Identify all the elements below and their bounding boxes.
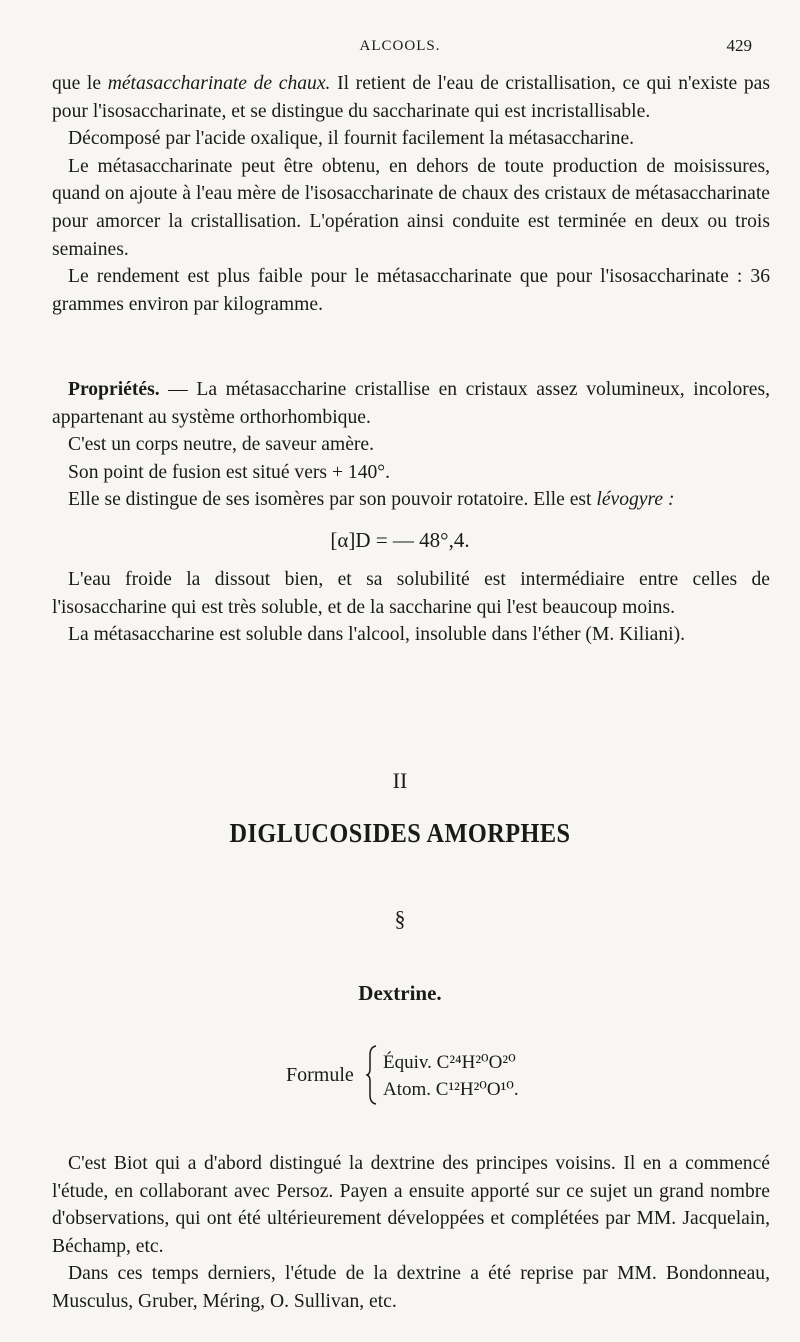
paragraph xyxy=(52,1260,770,1315)
properties-section xyxy=(52,376,770,514)
brace-icon xyxy=(366,1045,378,1105)
paragraph-text: La métasaccharine est soluble dans l'alcool, insoluble dans l'éther (M. Kiliani). xyxy=(68,624,686,646)
paragraph-group xyxy=(52,1150,770,1316)
paragraph-group xyxy=(52,70,770,318)
paragraph xyxy=(52,153,770,263)
paragraph xyxy=(52,376,770,431)
paragraph xyxy=(52,70,770,125)
paragraph-text: Dans ces temps derniers, l'étude de la dextrine a été reprise par MM. Bondonneau, Musculus, Gruber, Méring, O. Sullivan, etc. xyxy=(52,1263,770,1312)
paragraph-text: — La métasaccharine cristallise en cristaux assez volumineux, incolores, appartenant au système orthorhombique. xyxy=(52,379,770,428)
paragraph-text: C'est Biot qui a d'abord distingué la dextrine des principes voisins. Il en a commencé l'étude, en collaborant avec Persoz. Payen a ensuite apporté sur ce sujet un grand nombre d'observations, qui ont été ultérieurement développées et complétées par MM. Jacquelain, Béchamp, etc. xyxy=(52,1153,770,1257)
paragraph xyxy=(52,263,770,318)
paragraph-text: L'eau froide la dissout bien, et sa solubilité est intermédiaire entre celles de l'isosaccharine qui est très soluble, et de la saccharine qui l'est beaucoup moins. xyxy=(52,569,770,618)
rotatory-power-formula: [α]D = — 48°,4. xyxy=(330,528,470,552)
subsection-title: Dextrine. xyxy=(358,981,442,1005)
paragraph xyxy=(52,125,770,153)
running-title: ALCOOLS. xyxy=(359,38,441,54)
paragraph-text: Le métasaccharinate peut être obtenu, en dehors de toute production de moisissures, quand on ajoute à l'eau mère de l'isosaccharinate de chaux des cristaux de métasaccharinate pour amorcer la cristallisation. L'opération ainsi conduite est terminée en deux ou trois semaines. xyxy=(52,155,770,260)
paragraph xyxy=(52,459,770,487)
paragraph xyxy=(52,621,770,649)
formula-label: Formule xyxy=(286,1064,354,1086)
paragraph-text: Son point de fusion est situé vers + 140°. xyxy=(68,461,391,483)
section-title: DIGLUCOSIDES AMORPHES xyxy=(229,818,571,848)
paragraph-text: Elle se distingue de ses isomères par son pouvoir rotatoire. Elle est xyxy=(68,489,597,511)
paragraph xyxy=(52,431,770,459)
subsection-mark: § xyxy=(394,906,406,931)
paragraph xyxy=(52,486,770,514)
paragraph-group xyxy=(52,566,770,649)
paragraph-text: Il retient de l'eau de cristallisation, ce qui n'existe pas pour l'isosaccharinate, et se distingue du saccharinate qui est incristallisable. xyxy=(52,73,770,122)
formula-equiv: Équiv. C²⁴H²⁰O²⁰ xyxy=(383,1052,516,1073)
paragraph-text: C'est un corps neutre, de saveur amère. xyxy=(68,434,375,456)
section-number: II xyxy=(392,768,408,793)
paragraph-text: que le xyxy=(52,73,108,94)
page-number: 429 xyxy=(726,36,752,55)
formula-atom: Atom. C¹²H²⁰O¹⁰. xyxy=(383,1079,519,1100)
emphasis-text: lévogyre : xyxy=(596,489,675,511)
paragraph xyxy=(52,1150,770,1260)
section-label: Propriétés. xyxy=(68,379,160,400)
emphasis-text: métasaccharinate de chaux. xyxy=(107,73,331,94)
paragraph-text: Décomposé par l'acide oxalique, il fournit facilement la métasaccharine. xyxy=(68,128,635,150)
paragraph xyxy=(52,566,770,621)
page-header xyxy=(0,36,800,60)
paragraph-text: Le rendement est plus faible pour le métasaccharinate que pour l'isosaccharinate : 36 grammes environ par kilogramme. xyxy=(52,266,770,315)
